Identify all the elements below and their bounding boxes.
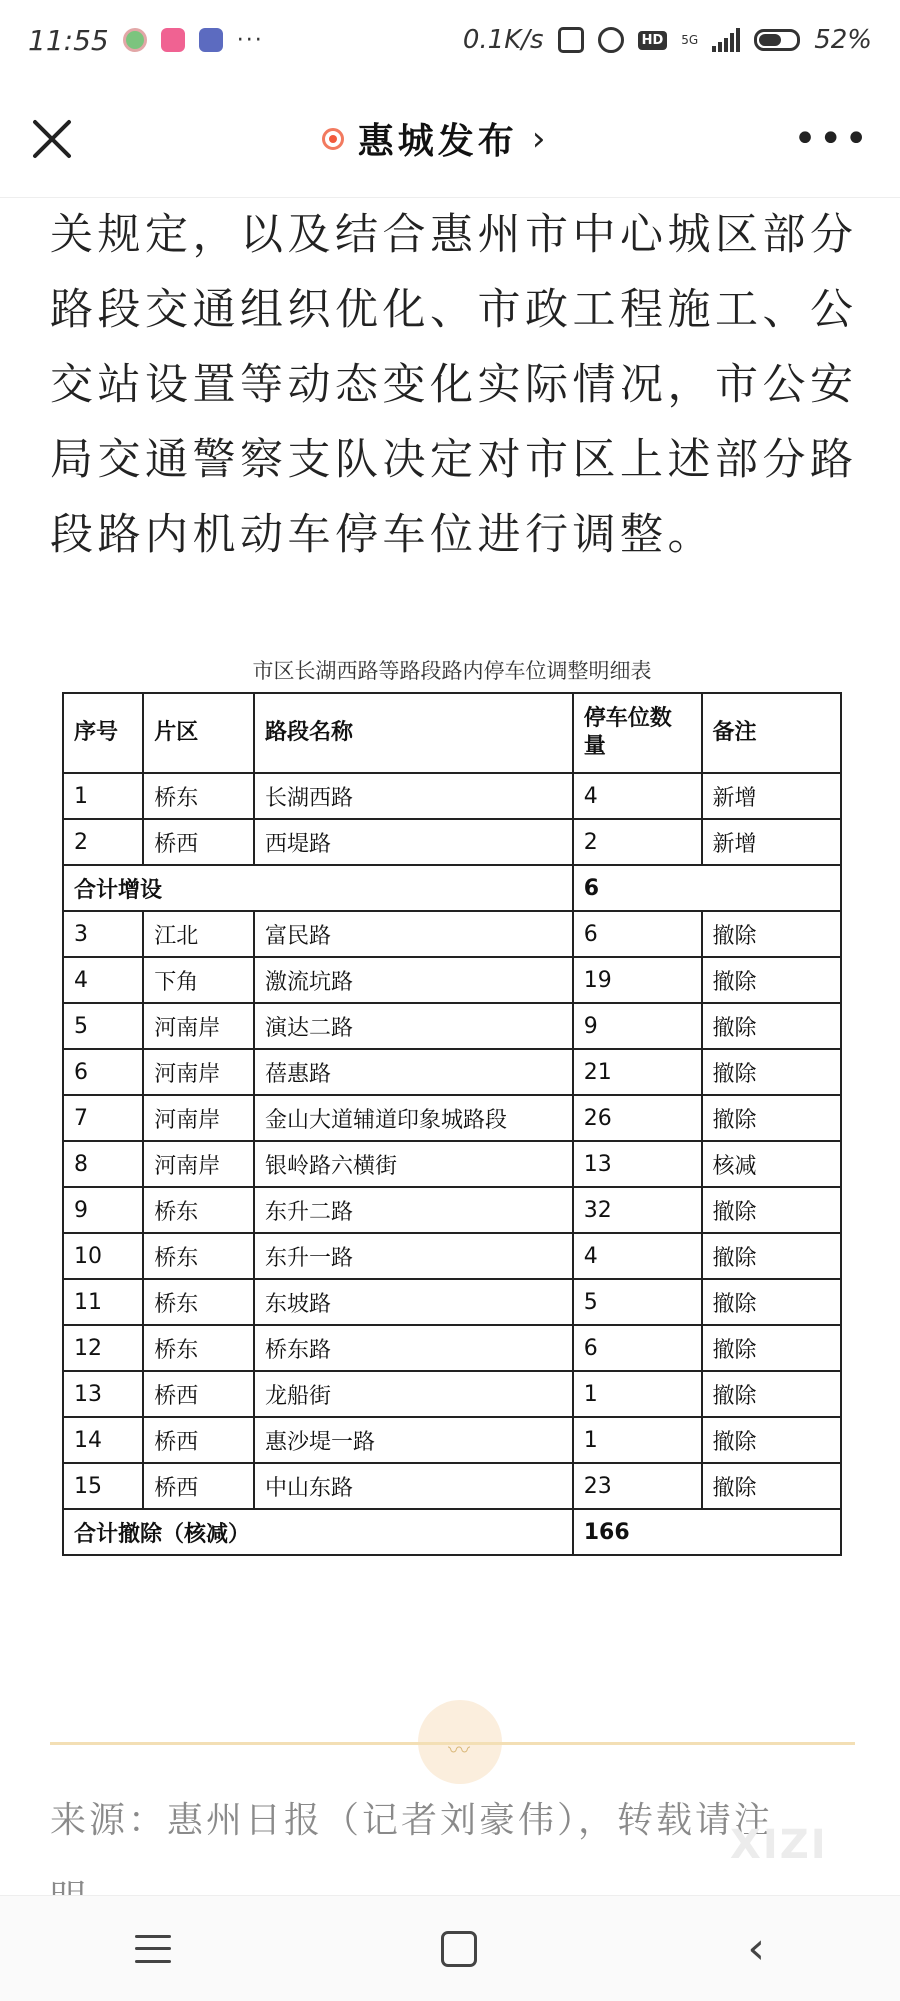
system-nav-bar <box>0 1895 900 2001</box>
total-removed-value: 166 <box>573 1509 841 1555</box>
row-note: 撤除 <box>702 1003 841 1049</box>
table-row <box>63 1279 841 1325</box>
battery-percent: 52% <box>814 25 872 55</box>
row-spaces: 2 <box>573 819 702 865</box>
row-road-name: 东坡路 <box>254 1279 573 1325</box>
table-row <box>63 1371 841 1417</box>
row-district: 桥东 <box>143 773 254 819</box>
row-note: 撤除 <box>702 1279 841 1325</box>
close-button[interactable] <box>30 117 74 161</box>
total-removed-row <box>63 1509 841 1555</box>
table-row <box>63 1463 841 1509</box>
divider-wave-icon: 〰 <box>448 1739 471 1764</box>
title-bar <box>0 80 900 198</box>
row-index: 6 <box>63 1049 143 1095</box>
row-road-name: 中山东路 <box>254 1463 573 1509</box>
site-watermark: XIZI <box>730 1822 828 1868</box>
row-note: 撤除 <box>702 1463 841 1509</box>
row-note: 撤除 <box>702 1187 841 1233</box>
row-district: 下角 <box>143 957 254 1003</box>
row-note: 撤除 <box>702 1049 841 1095</box>
account-name-button[interactable] <box>322 113 546 164</box>
row-index: 14 <box>63 1417 143 1463</box>
chevron-right-icon: › <box>531 118 546 159</box>
total-removed-label: 合计撤除（核减） <box>63 1509 573 1555</box>
row-index: 7 <box>63 1095 143 1141</box>
header-cell: 备注 <box>702 693 841 773</box>
table-row <box>63 957 841 1003</box>
signal-icon <box>712 28 740 52</box>
row-index: 1 <box>63 773 143 819</box>
row-note: 撤除 <box>702 1233 841 1279</box>
row-note: 核减 <box>702 1141 841 1187</box>
row-index: 5 <box>63 1003 143 1049</box>
row-district: 桥西 <box>143 1463 254 1509</box>
row-index: 11 <box>63 1279 143 1325</box>
network-type: 5G <box>681 33 699 47</box>
row-spaces: 26 <box>573 1095 702 1141</box>
total-added-row <box>63 865 841 911</box>
row-district: 河南岸 <box>143 1049 254 1095</box>
more-notifications-indicator: ··· <box>236 27 264 53</box>
row-note: 撤除 <box>702 1417 841 1463</box>
header-cell: 路段名称 <box>254 693 573 773</box>
hd-icon: HD <box>638 31 668 50</box>
parking-adjustment-table-image[interactable] <box>62 650 842 1556</box>
row-district: 河南岸 <box>143 1095 254 1141</box>
row-road-name: 桥东路 <box>254 1325 573 1371</box>
row-index: 8 <box>63 1141 143 1187</box>
back-button[interactable]: ‹ <box>747 1922 765 1974</box>
table-row <box>63 1417 841 1463</box>
row-road-name: 富民路 <box>254 911 573 957</box>
row-road-name: 西堤路 <box>254 819 573 865</box>
row-road-name: 金山大道辅道印象城路段 <box>254 1095 573 1141</box>
row-note: 撤除 <box>702 911 841 957</box>
row-note: 新增 <box>702 819 841 865</box>
row-spaces: 13 <box>573 1141 702 1187</box>
row-spaces: 1 <box>573 1371 702 1417</box>
row-spaces: 5 <box>573 1279 702 1325</box>
row-index: 4 <box>63 957 143 1003</box>
header-cell: 序号 <box>63 693 143 773</box>
account-status-icon <box>322 128 344 150</box>
row-note: 撤除 <box>702 1095 841 1141</box>
row-road-name: 龙船街 <box>254 1371 573 1417</box>
app-notification-icon <box>199 28 223 52</box>
row-road-name: 东升一路 <box>254 1233 573 1279</box>
added-rows <box>63 773 841 865</box>
row-district: 河南岸 <box>143 1003 254 1049</box>
row-index: 15 <box>63 1463 143 1509</box>
row-district: 桥东 <box>143 1233 254 1279</box>
row-spaces: 4 <box>573 1233 702 1279</box>
row-district: 河南岸 <box>143 1141 254 1187</box>
more-options-button[interactable]: ••• <box>793 115 870 162</box>
table-title: 市区长湖西路等路段路内停车位调整明细表 <box>252 659 652 683</box>
table-row <box>63 1141 841 1187</box>
row-district: 桥西 <box>143 1371 254 1417</box>
row-index: 12 <box>63 1325 143 1371</box>
header-cell: 片区 <box>143 693 254 773</box>
table-row <box>63 1049 841 1095</box>
alarm-icon <box>598 27 624 53</box>
nfc-icon <box>558 27 584 53</box>
total-added-value: 6 <box>573 865 841 911</box>
status-time: 11:55 <box>28 23 109 57</box>
status-bar <box>0 0 900 80</box>
app-notification-icon <box>161 28 185 52</box>
row-spaces: 6 <box>573 911 702 957</box>
row-road-name: 演达二路 <box>254 1003 573 1049</box>
row-district: 桥西 <box>143 1417 254 1463</box>
row-note: 撤除 <box>702 1325 841 1371</box>
row-spaces: 23 <box>573 1463 702 1509</box>
article-paragraph: 关规定，以及结合惠州市中心城区部分路段交通组织优化、市政工程施工、公交站设置等动态变化实际情况，市公安局交通警察支队决定对市区上述部分路段路内机动车停车位进行调整。 <box>50 210 858 560</box>
row-spaces: 1 <box>573 1417 702 1463</box>
row-road-name: 惠沙堤一路 <box>254 1417 573 1463</box>
home-button[interactable] <box>441 1931 477 1967</box>
total-added-label: 合计增设 <box>63 865 573 911</box>
row-spaces: 21 <box>573 1049 702 1095</box>
decorative-divider <box>50 1730 855 1764</box>
row-spaces: 9 <box>573 1003 702 1049</box>
table-row <box>63 1233 841 1279</box>
row-district: 江北 <box>143 911 254 957</box>
row-index: 13 <box>63 1371 143 1417</box>
row-district: 桥东 <box>143 1279 254 1325</box>
table-row <box>63 1003 841 1049</box>
row-note: 新增 <box>702 773 841 819</box>
table-row <box>63 1187 841 1233</box>
row-index: 10 <box>63 1233 143 1279</box>
row-spaces: 4 <box>573 773 702 819</box>
status-bar-left <box>28 24 264 57</box>
recent-apps-button[interactable] <box>135 1935 171 1963</box>
table-row <box>63 1325 841 1371</box>
row-road-name: 东升二路 <box>254 1187 573 1233</box>
row-road-name: 银岭路六横街 <box>254 1141 573 1187</box>
row-spaces: 6 <box>573 1325 702 1371</box>
table-header-row <box>63 693 841 773</box>
row-index: 2 <box>63 819 143 865</box>
table-row <box>63 773 841 819</box>
table-row <box>63 911 841 957</box>
removed-rows <box>63 911 841 1509</box>
row-road-name: 长湖西路 <box>254 773 573 819</box>
network-speed: 0.1K/s <box>462 25 544 55</box>
battery-icon <box>754 29 800 51</box>
row-spaces: 19 <box>573 957 702 1003</box>
row-spaces: 32 <box>573 1187 702 1233</box>
table-row <box>63 1095 841 1141</box>
row-road-name: 蓓惠路 <box>254 1049 573 1095</box>
row-index: 9 <box>63 1187 143 1233</box>
parking-table <box>62 692 842 1556</box>
source-credit: 来源：惠州日报（记者刘豪伟），转载请注 <box>50 1800 774 1841</box>
row-district: 桥东 <box>143 1325 254 1371</box>
row-district: 桥东 <box>143 1187 254 1233</box>
status-bar-right <box>463 25 872 55</box>
table-row <box>63 819 841 865</box>
header-cell: 停车位数量 <box>573 693 702 773</box>
app-notification-icon <box>123 28 147 52</box>
row-note: 撤除 <box>702 1371 841 1417</box>
row-note: 撤除 <box>702 957 841 1003</box>
row-district: 桥西 <box>143 819 254 865</box>
row-road-name: 激流坑路 <box>254 957 573 1003</box>
row-index: 3 <box>63 911 143 957</box>
account-name: 惠城发布 <box>357 121 518 162</box>
